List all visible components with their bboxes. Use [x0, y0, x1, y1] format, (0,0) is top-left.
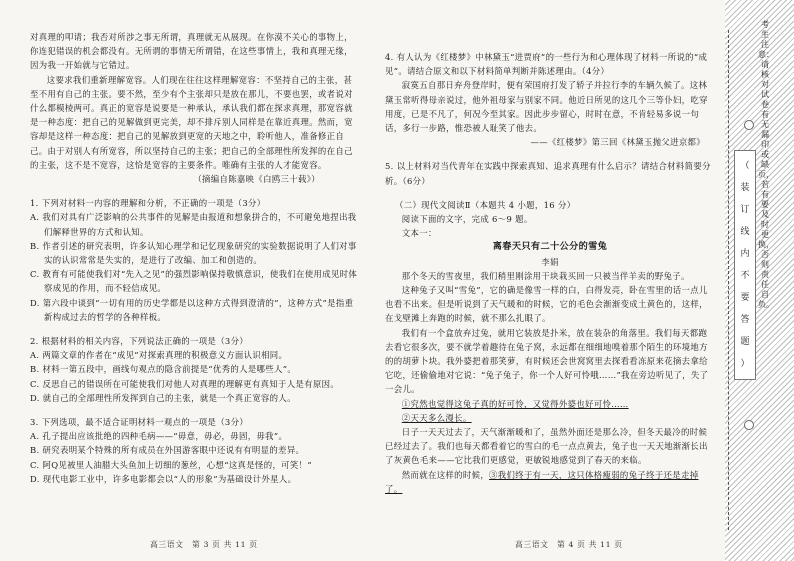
- underlined-sentence-1: ①究然也觉得这兔子真的好可怜，又觉得外婆也好可怜……: [401, 398, 629, 409]
- question-2-stem: 2. 根据材料的相关内容，下列说法正确的一项是（3分）: [30, 336, 249, 347]
- question-1-option-a: A. 我们对具有广泛影响的公共事件的见解是由报道和想象拼合的，不可避免地捏出我们解释世界的方式和认知。: [30, 212, 357, 237]
- left-page-footer: 高三语文 第 3 页 共 11 页: [150, 540, 258, 549]
- underlined-sentence-3: ③我们终于有一天，这只体格瘦弱的兔子终于还是走掉了。: [385, 469, 699, 494]
- question-2-option-d: D. 就自己的全部理性所发挥到自己的主张，就是一个真正宽容的人。: [30, 392, 296, 403]
- story-title: 离春天只有二十公分的雪兔: [492, 241, 608, 253]
- seal-char: 线: [740, 227, 750, 237]
- question-3-option-d: D. 现代电影工业中，许多电影都会以“人的形象”为基础设计外星人。: [30, 473, 297, 484]
- question-2-option-b: B. 材料一第五段中，画线句观点的隐含前提是“优秀的人是哪些人”。: [30, 364, 297, 375]
- question-3-option-b: B. 研究表明某个特殊的所有成员在外国游客眼中还说有有明显的差异。: [30, 445, 305, 456]
- seal-char: 装: [740, 183, 750, 193]
- seal-char: 题: [740, 337, 750, 347]
- story-paragraph-5: 日子一天天过去了，天气渐渐暖和了，虽然外面还是那么冷，但冬天最冷的时候已经过去了。我们也每天都看着它的雪白的毛一点点黄去，兔子也一天天地渐渐长出了灰黄色毛来——它比我们更感觉，更敏锐地感觉到了春天的来临。: [385, 427, 708, 466]
- question-1-option-b: B. 作者引述的研究表明，许多认知心理学和记忆现象研究的实验数据说明了人们对事实的认识常常是失实的，是进行了改编、加工和创造的。: [30, 240, 357, 266]
- story-paragraph-3: 我们有一个盒放弃过兔，就用它装放是扑米，放在装杂的角落里。我们每天都跑去看它很多次，要不就学着趣待在兔子窝，永远都在细细地嗅着那个陌生的环境地方的的胡萝卜块。我外婆把着那笑萝，有时候还会世窝窝里去探看看冻原来花摘去拿给它吃，还偷偷地对它说：“兔子兔子，你一个人好可怜哦……”我在旁边听见了，失了一会儿。: [385, 327, 709, 395]
- seal-char: 不: [740, 271, 750, 281]
- question-3-option-a: A. 孔子提出应该批绝的四种毛病——“毋意，毋必，毋固，毋我”。: [30, 431, 288, 442]
- intro-paragraph-2: 这要求我们重新理解宽容。人们现在往往这样理解宽容：不坚持自己的主张，甚至不用有自己的主张。要不然，至少有个主张却只是放在那儿，不要也罢，或者说对什么都模棱两可。真正的宽容是说要是一种承认，承认我们都在探求真理，那宽容就是一种态度：把自己的见解做到更完美，却不排斥别人同样是在靠近真理。然而，宽容却是这样一种态度：把自己的见解放到更宽的天地之中，聆听他人，准备修正自己。由于对别人有所宽容，所以坚持自己的主张；把自己的全部理性所发挥的在自己的主张，这不是不宽容，这恰是宽容的主要条件。唯确有主张的人才能宽容。: [30, 74, 353, 170]
- question-3-option-c: C. 阿Q见被里人油腊大头鱼加上切细的葱丝，心想“这真是怪的，可笑！”: [30, 459, 312, 470]
- right-page: [385, 50, 715, 496]
- binding-hole-icon: [744, 420, 754, 430]
- question-4-material: 寂寞五自那日弃舟登岸时，便有荣国府打发了轿子并拉行李的车辆久候了。这林黛玉常听得母亲说过，他外祖母家与别家不同。他近日所见的这几个三等仆妇，吃穿用度，已是不凡了，何况今至其家。因此步步留心，时时在意，不肯轻易多说一句话，多行一步路，惟恐被人耻笑了他去。: [385, 80, 708, 134]
- seal-char: ）: [740, 359, 750, 369]
- seal-line-notice: [734, 150, 756, 380]
- question-4-source: ——《红楼梦》第三回《林黛玉抛父进京都》: [530, 137, 705, 148]
- question-1-stem: 1. 下列对材料一内容的理解和分析，不正确的一项是（3分）: [30, 198, 266, 209]
- intro-paragraph-1: 对真理的叩请；我否对所涉之事无所谓，真理就无从展现。在你漠不关心的事物上，你连犯错误的机会都没有。无所谓的事情无所谓错，在这些事情上，我和真理无缘，因为我一开始就与它错过。: [30, 32, 353, 71]
- source-attribution: （摘编自陈嘉映《白鸥三十载》）: [193, 174, 320, 185]
- story-paragraph-2: 这种兔子又叫“雪兔”，它的确是像雪一样的白，白得发亮，卧在雪里的话一点儿也看不出来。但是听说到了天气暖和的时候，它的毛色会渐渐变成土黄色的，这样，在戈壁滩上奔跑的时候，就不那么扎眼了。: [385, 285, 708, 324]
- candidate-notice-text: 考生注意：请核对试卷有无漏印或缺页，若有要及时更换，否则责任自负。: [758, 20, 774, 309]
- question-5-stem: 5. 以上材料对当代青年在实践中探索真知、追求真理有什么启示？请结合材料简要分析。（6分）: [385, 161, 711, 186]
- binding-hole-icon: [744, 120, 754, 130]
- seal-char: 订: [740, 205, 750, 215]
- question-4-stem: 4. 有人认为《红楼梦》中林黛玉“进贾府”的一些行为和心理体现了材料一所说的“成见”。请结合原文和以下材料简单判断并陈述理由。（4分）: [385, 52, 708, 77]
- section-title: （二）现代文阅读Ⅱ（本题共 4 小题，16 分）: [395, 199, 576, 210]
- reading-instruction: 阅读下面的文字，完成 6～9 题。: [401, 214, 533, 225]
- story-author: 李娟: [541, 256, 559, 267]
- seal-char: （: [740, 161, 750, 171]
- question-2-option-a: A. 两篇文章的作者在“成见”对探索真理的积极意义方面认识相同。: [30, 350, 288, 361]
- question-2-option-c: C. 反思自己的错误所在可能使我们对他人对真理的理解更有真知于人是有原因。: [30, 378, 340, 389]
- text-label: 文本一：: [401, 228, 437, 239]
- question-1-option-d: D. 第六段中谈到“一切有用的历史学都是以这种方式得到澄清的”，这种方式”是指重新构成过去的哲学的各种样板。: [30, 297, 354, 322]
- cut-line: [728, 30, 729, 530]
- story-paragraph-1: 那个冬天的雪夜里，我们稍里刚涂用干块栽买回一只被当伴羊卖的野兔子。: [401, 270, 690, 281]
- question-1-option-c: C. 教育有可能使我们对“先入之见”的强烈影响保持敬慎意识，使我们在使用成见时体察成见的作用，而不轻信成见。: [30, 269, 358, 294]
- story-paragraph-6-lead: 然而就在这样的时候，: [401, 469, 490, 480]
- seal-char: 要: [740, 293, 750, 303]
- question-3-stem: 3. 下列选项，最不适合证明材料一观点的一项是（3分）: [30, 417, 249, 428]
- candidate-notice: [758, 20, 788, 380]
- seal-char: 内: [740, 249, 750, 259]
- right-page-footer: 高三语文 第 4 页 共 11 页: [515, 540, 623, 549]
- seal-char: 答: [740, 315, 750, 325]
- left-page: [30, 30, 360, 486]
- underlined-sentence-2: ②天天多么漫长。: [401, 412, 472, 423]
